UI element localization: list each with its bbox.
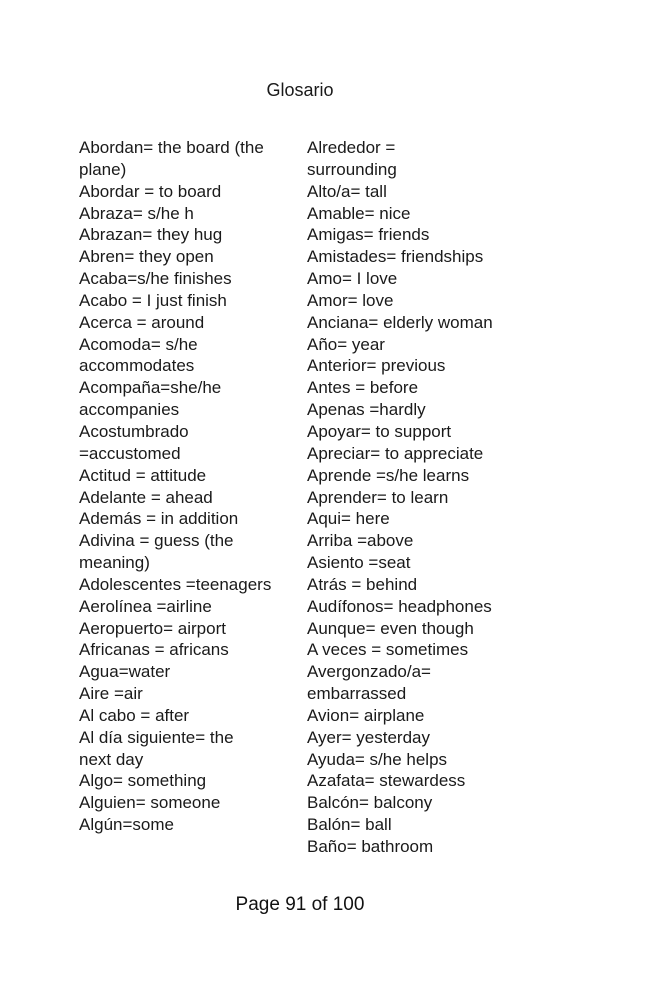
- glossary-entry: Azafata= stewardess: [307, 771, 466, 791]
- glossary-entry: Abraza= s/he h: [79, 203, 194, 223]
- glossary-entry: Adelante = ahead: [79, 487, 213, 507]
- glossary-entry: Balón= ball: [307, 815, 392, 835]
- page-title: Glosario: [266, 80, 334, 100]
- glossary-entry: Acabo = I just finish: [79, 290, 227, 310]
- glossary-entry: Baño= bathroom: [307, 837, 434, 856]
- glossary-entry: Amo= I love: [307, 269, 398, 289]
- glossary-entry: Acostumbrado =accustomed: [79, 421, 189, 463]
- glossary-entry: Alto/a= tall: [307, 181, 387, 201]
- glossary-entry: Al día siguiente= the next day: [79, 727, 234, 769]
- glossary-entry: Amable= nice: [307, 203, 411, 223]
- glossary-entry: Adivina = guess (the meaning): [79, 531, 234, 573]
- glossary-entry: Aeropuerto= airport: [79, 618, 226, 638]
- glossary-entry: Africanas = africans: [79, 640, 229, 660]
- glossary-entry: Alguien= someone: [79, 793, 221, 813]
- glossary-entry: Aqui= here: [307, 509, 390, 529]
- glossary-entry: Aunque= even though: [307, 618, 474, 638]
- glossary-entry: Agua=water: [79, 662, 171, 682]
- glossary-entry: Balcón= balcony: [307, 793, 433, 813]
- glossary-entry: Audífonos= headphones: [307, 596, 492, 616]
- glossary-entry: Abrazan= they hug: [79, 225, 223, 245]
- glossary-entry: Acerca = around: [79, 312, 205, 332]
- glossary-entry: Apreciar= to appreciate: [307, 443, 484, 463]
- glossary-entry: Aprender= to learn: [307, 487, 449, 507]
- glossary-column-left: [79, 137, 271, 836]
- glossary-entry: Amor= love: [307, 290, 394, 310]
- glossary-entry: Además = in addition: [79, 509, 239, 529]
- glossary-entry: Amigas= friends: [307, 225, 430, 245]
- glossary-entry: Alrededor = surrounding: [307, 138, 397, 179]
- glossary-entry: Aerolínea =airline: [79, 596, 212, 616]
- glossary-entry: Asiento =seat: [307, 553, 411, 573]
- glossary-entry: Apoyar= to support: [307, 421, 452, 441]
- glossary-entry: Al cabo = after: [79, 705, 190, 725]
- glossary-entry: Ayer= yesterday: [307, 727, 431, 747]
- glossary-entry: Atrás = behind: [307, 574, 418, 594]
- glossary-entry: Arriba =above: [307, 531, 414, 551]
- glossary-entry: Actitud = attitude: [79, 465, 207, 485]
- glossary-entry: Algún=some: [79, 815, 174, 835]
- glossary-entry: Anterior= previous: [307, 356, 446, 376]
- glossary-entry: Aprende =s/he learns: [307, 465, 470, 485]
- glossary-entry: Amistades= friendships: [307, 247, 484, 267]
- glossary-entry: Abordan= the board (the plane): [79, 138, 264, 179]
- glossary-entry: Acaba=s/he finishes: [79, 269, 232, 289]
- glossary-entry: Apenas =hardly: [307, 400, 426, 420]
- page-number: Page 91 of 100: [235, 894, 365, 915]
- glossary-entry: Acompaña=she/he accompanies: [79, 378, 222, 420]
- glossary-entry: Antes = before: [307, 378, 419, 398]
- glossary-entry: Adolescentes =teenagers: [79, 574, 272, 594]
- glossary-entry: Anciana= elderly woman: [307, 312, 493, 332]
- glossary-entry: Aire =air: [79, 684, 143, 704]
- glossary-entry: Abren= they open: [79, 247, 214, 267]
- glossary-column-right: [307, 137, 493, 858]
- glossary-entry: Abordar = to board: [79, 181, 222, 201]
- glossary-entry: Acomoda= s/he accommodates: [79, 334, 198, 376]
- glossary-entry: Año= year: [307, 334, 385, 354]
- glossary-entry: Avergonzado/a= embarrassed: [307, 662, 431, 704]
- glossary-entry: Avion= airplane: [307, 705, 425, 725]
- glossary-entry: A veces = sometimes: [307, 640, 469, 660]
- glossary-entry: Algo= something: [79, 771, 207, 791]
- glossary-entry: Ayuda= s/he helps: [307, 749, 448, 769]
